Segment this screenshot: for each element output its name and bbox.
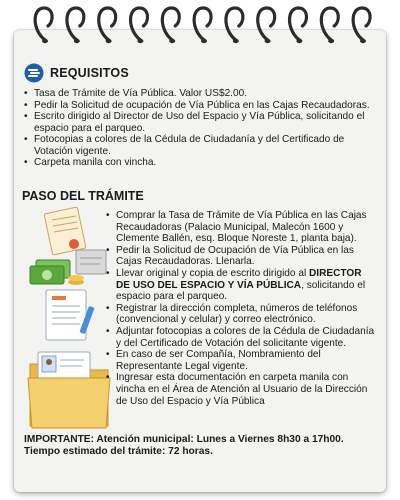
requisito-item: • Escrito dirigido al Director de Uso del Espacio y Vía Pública, solicitando el espacio para el parqueo. [22,111,374,134]
binding-ring [353,8,370,40]
director-name: DIRECTOR DE USO DEL ESPACIO Y VÍA PÚBLICA [116,267,362,291]
binding-ring [131,8,148,40]
binding-ring [99,8,116,40]
tramite-illustration [26,206,114,432]
paso-item: • Adjuntar fotocopias a colores de la Cédula de Ciudadanía y del Certificado de Votación del solicitante vigente. [104,326,376,349]
requisito-item: • Tasa de Trámite de Vía Pública. Valor US$2.00. [22,88,374,100]
paso-item: • En caso de ser Compañía, Nombramiento del Representante Legal vigente. [104,349,376,372]
binding-ring [67,8,84,40]
certificate-icon [44,207,86,255]
requisito-item: • Carpeta manila con vincha. [22,157,374,169]
paso-item-text: Llevar original y copia de escrito dirigido al [116,267,310,279]
important-note [24,434,374,458]
paso-item: • Ingresar esta documentación en carpeta manila con vincha en el Área de Atención al Usuario de la Dirección de Uso del Espacio y Vía Pública [104,372,376,407]
manila-folder-icon [28,352,110,428]
binding-ring [258,8,275,40]
tiempo-text: Tiempo estimado del trámite: 72 horas. [24,446,213,457]
binding-ring [194,8,211,40]
paso-item [104,268,376,303]
paso-item-text: , solicitando el espacio para el parqueo. [116,279,366,303]
paso-title: PASO DEL TRÁMITE [22,189,144,203]
pasos-list [104,210,376,407]
binding-ring [35,8,52,40]
spiral-binding [0,0,400,56]
requisito-item: • Fotocopias a colores de la Cédula de Ciudadanía y del Certificado de Votación vigente. [22,134,374,157]
paso-item: • Pedir la Solicitud de Ocupación de Vía Pública en las Cajas Recaudadoras. Llenarla. [104,245,376,268]
money-icon [30,250,106,285]
binding-ring [321,8,338,40]
requisitos-title: REQUISITOS [50,66,129,80]
binding-ring [290,8,307,40]
horario-text: IMPORTANTE: Atención municipal: Lunes a Viernes 8h30 a 17h00. [24,434,344,445]
requisitos-list [22,88,374,169]
binding-ring [162,8,179,40]
paso-item: • Comprar la Tasa de Trámite de Vía Pública en las Cajas Recaudadoras (Palacio Municipal, Malecón 1600 y Clemente Ballén, esq. Bloque Noreste 1, planta baja). [104,210,376,245]
binding-ring [226,8,243,40]
requisito-item: • Pedir la Solicitud de ocupación de Vía Pública en las Cajas Recaudadoras. [22,100,374,112]
document-icon [46,290,95,340]
paso-item: • Registrar la dirección completa, números de teléfonos (convencional y celular) y correo electrónico. [104,303,376,326]
requisitos-header [24,63,129,83]
municipal-logo-icon [24,63,44,83]
